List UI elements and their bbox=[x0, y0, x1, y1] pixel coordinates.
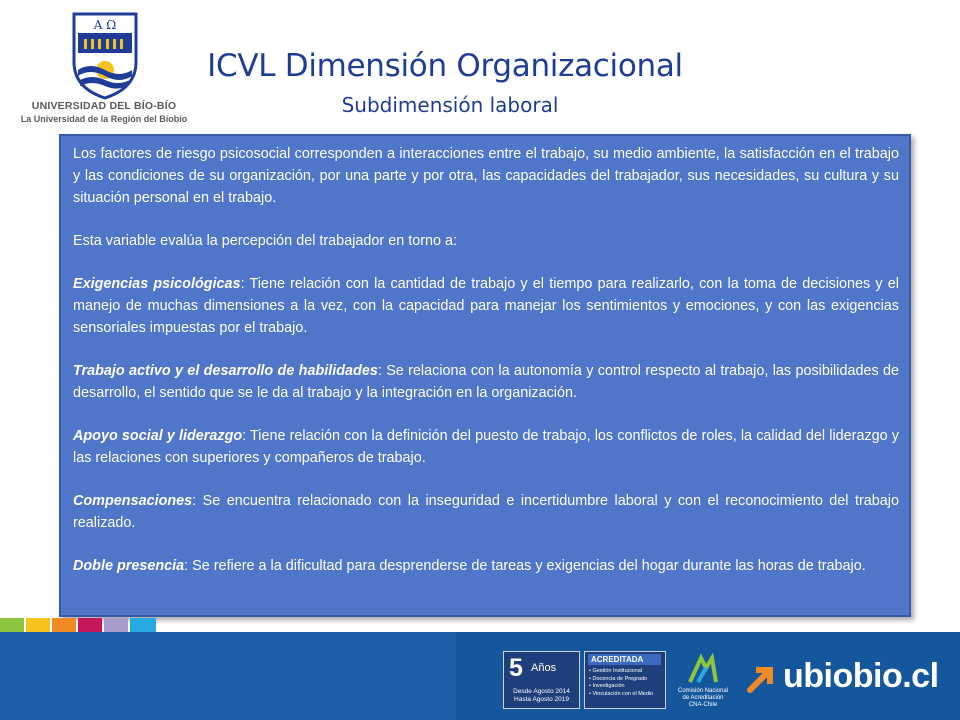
badge-number: 5 bbox=[509, 654, 523, 682]
item-term: Doble presencia bbox=[73, 558, 185, 574]
acred-item: • Vinculación con el Medio bbox=[589, 690, 654, 697]
university-name: UNIVERSIDAD DEL BÍO-BÍO bbox=[31, 100, 177, 112]
badge-until: Hasta Agosto 2019 bbox=[514, 696, 569, 703]
badge-word: Años bbox=[531, 662, 557, 674]
acred-title: ACREDITADA bbox=[588, 654, 661, 665]
acred-item: • Docencia de Pregrado bbox=[589, 675, 648, 682]
item-text: : Tiene relación con la definición del puesto de trabajo, los conflictos de roles, la calidad del liderazgo y las relaciones con superiores y compañeros de trabajo. bbox=[73, 428, 900, 466]
item-paragraph bbox=[73, 555, 899, 577]
acred-list bbox=[589, 668, 653, 698]
accreditation-years-badge bbox=[503, 651, 580, 709]
intro-paragraph: Los factores de riesgo psicosocial corresponden a interacciones entre el trabajo, su medio ambiente, la satisfacción en el trabajo y las condiciones de su organización, por una parte y por otra, las capacidades del trabajador, sus necesidades, su cultura y su situación personal en el trabajo. bbox=[73, 146, 899, 206]
badge-dates bbox=[504, 688, 579, 704]
cna-logo bbox=[668, 652, 738, 708]
item-paragraph bbox=[73, 425, 899, 469]
item-term: Apoyo social y liderazgo bbox=[73, 428, 243, 444]
website-link[interactable]: ubiobio.cl bbox=[783, 657, 939, 695]
item-paragraph bbox=[73, 273, 899, 339]
page-subtitle: Subdimensión laboral bbox=[341, 93, 559, 117]
item-term: Exigencias psicológicas bbox=[73, 276, 241, 292]
logo-letters: A Ω bbox=[93, 18, 117, 32]
page-title: ICVL Dimensión Organizacional bbox=[207, 48, 683, 84]
university-tagline: La Universidad de la Región del Bíobío bbox=[20, 114, 188, 124]
item-text: : Se encuentra relacionado con la inseguridad e incertidumbre laboral y con el reconocimiento del trabajo realizado. bbox=[73, 493, 899, 531]
item-paragraph bbox=[73, 360, 899, 404]
item-text: : Se refiere a la dificultad para desprenderse de tareas y exigencias del hogar durante las horas de trabajo. bbox=[184, 558, 866, 574]
cna-mark-icon bbox=[668, 652, 738, 686]
cna-text: Comisión Nacional de Acreditación CNA-Chile bbox=[677, 688, 729, 708]
lead-paragraph: Esta variable evalúa la percepción del trabajador en torno a: bbox=[73, 233, 457, 249]
acred-item: • Gestión Institucional bbox=[589, 668, 642, 674]
acred-item: • Investigación bbox=[589, 683, 625, 689]
item-text: : Se relaciona con la autonomía y control respecto al trabajo, las posibilidades de desarrollo, el sentido que se le da al trabajo y la integración en la organización. bbox=[73, 363, 899, 401]
content-panel bbox=[59, 134, 911, 617]
item-paragraph bbox=[73, 490, 899, 534]
item-term: Compensaciones bbox=[73, 493, 193, 509]
arrow-up-right-icon bbox=[746, 664, 776, 694]
badge-since: Desde Agosto 2014 bbox=[513, 688, 570, 695]
accreditation-areas-badge bbox=[584, 651, 666, 709]
item-text: : Tiene relación con la cantidad de trabajo y el tiempo para realizarlo, con la toma de decisiones y el manejo de muchas dimensiones a la vez, con la capacidad para manejar los sentimientos y emociones, y con las exigencias sensoriales impuestas por el trabajo. bbox=[73, 276, 899, 336]
item-term: Trabajo activo y el desarrollo de habilidades bbox=[73, 363, 378, 379]
